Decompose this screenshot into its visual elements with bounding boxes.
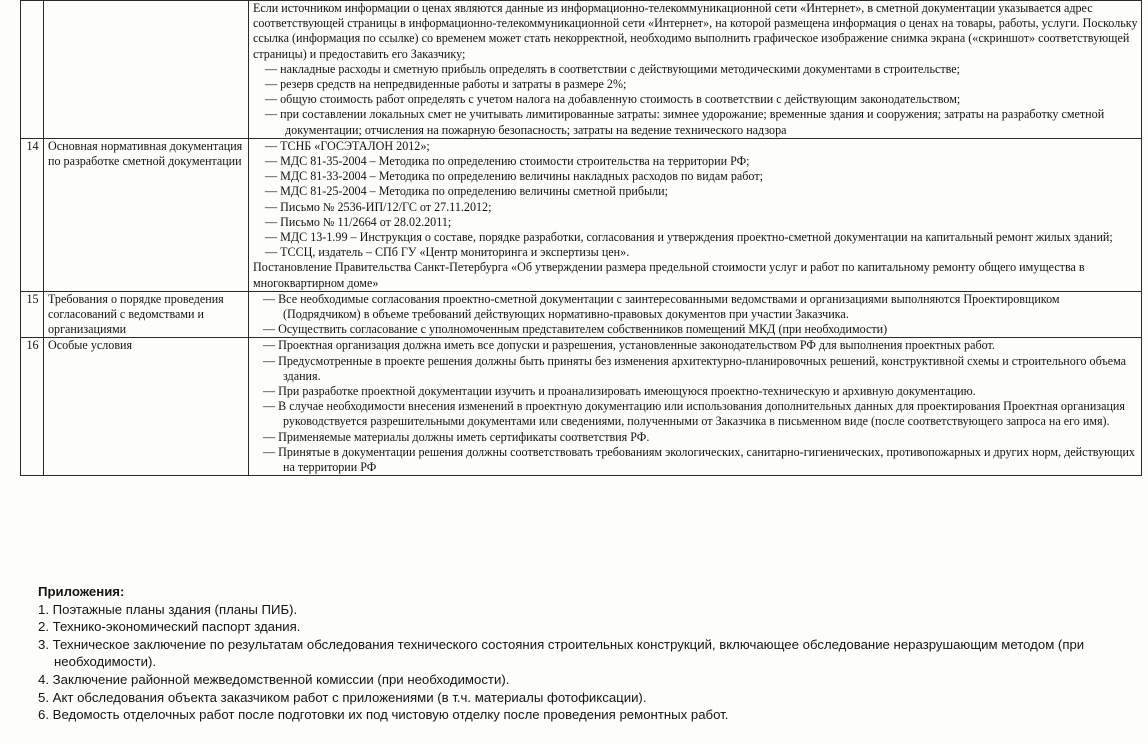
list-item: — В случае необходимости внесения изменений в проектную документацию или использования дополнительных данных для проектирования Проектная организация руководствуется разрешительными документами или сведениями, полученными от Заказчика в письменном виде (после соответствующего запроса на его имя).: [263, 399, 1125, 429]
row-number: 16: [21, 338, 44, 476]
list-item: — Применяемые материалы должны иметь сертификаты соответствия РФ.: [263, 429, 650, 444]
row-content-cell: [249, 338, 1142, 476]
row-number: 15: [21, 291, 44, 338]
list-item: — общую стоимость работ определять с учетом налога на добавленную стоимость в соответствии с действующим законодательством;: [265, 92, 961, 107]
appendix-item: 6. Ведомость отделочных работ после подготовки их под чистовую отделку после проведения ремонтных работ.: [38, 707, 729, 723]
row-title: Основная нормативная документация по разработке сметной документации: [44, 138, 249, 291]
list-item: — накладные расходы и сметную прибыль определять в соответствии с действующими методическими документами в строительстве;: [265, 61, 960, 76]
row-title: Требования о порядке проведения согласований с ведомствами и организациями: [44, 291, 249, 338]
row-name-cell: [44, 1, 249, 139]
list-item: — МДС 81-33-2004 – Методика по определению величины накладных расходов по видам работ;: [265, 169, 763, 184]
row-number-cell: [21, 1, 44, 139]
row-number: 14: [21, 138, 44, 291]
table-row-continuation: [21, 1, 1142, 139]
row-content-cell: [249, 1, 1142, 139]
list-item: — Предусмотренные в проекте решения должны быть приняты без изменения архитектурно-планировочных решений, конструктивной схемы и строительного объема здания.: [263, 353, 1127, 383]
appendices-section: [38, 583, 1138, 724]
specification-table: [20, 0, 1142, 476]
appendix-item: 3. Техническое заключение по результатам обследования технического состояния строительных конструкций, включающее обследование неразрушающим методом (при необходимости).: [38, 636, 1085, 670]
row-content-cell: [249, 138, 1142, 291]
table-row-15: [21, 291, 1142, 338]
list-item: — МДС 81-35-2004 – Методика по определению стоимости строительства на территории РФ;: [265, 154, 750, 169]
list-item: — При разработке проектной документации изучить и проанализировать имеющуюся проектно-техническую и архивную документацию.: [263, 384, 976, 399]
appendix-item: 2. Технико-экономический паспорт здания.: [38, 619, 301, 635]
list-item: — МДС 13-1.99 – Инструкция о составе, порядке разработки, согласования и утверждения проектно-сметной документации на капитальный ремонт жилых зданий;: [265, 230, 1113, 245]
row-content-cell: [249, 291, 1142, 338]
list-item: — Проектная организация должна иметь все допуски и разрешения, установленные законодательством РФ для выполнения проектных работ.: [263, 338, 995, 353]
list-item: — Письмо № 11/2664 от 28.02.2011;: [265, 214, 452, 229]
row-title: Особые условия: [44, 338, 249, 476]
internet-price-source-paragraph: Если источником информации о ценах являются данные из информационно-телекоммуникационной сети «Интернет», в сметной документации указывается адрес соответствующей страницы в информационно-телекоммуникационной сети «Интернет», на которой размещена информация о ценах на товары, работы, услуги. Поскольку ссылка (информация по ссылке) со временем может стать некорректной, необходимо выполнить графическое изображение снимка экрана («скриншот» соответствующей страницы) и предоставить его Заказчику;: [253, 1, 1138, 61]
list-item: — при составлении локальных смет не учитывать лимитированные затраты: зимнее удорожание; временные здания и сооружения; затраты на разработку сметной документации; отчисления на пожарную безопасность; затраты на ведение технического надзора: [265, 107, 1105, 137]
list-item: — ТССЦ, издатель – СПб ГУ «Центр мониторинга и экспертизы цен».: [265, 245, 630, 260]
list-item: — Принятые в документации решения должны соответствовать требованиям экологических, санитарно-гигиенических, противопожарных и других норм, действующих на территории РФ: [263, 444, 1135, 475]
appendix-item: 5. Акт обследования объекта заказчиком работ с приложениями (в т.ч. материалы фотофиксации).: [38, 689, 647, 705]
resolution-reference: Постановление Правительства Санкт-Петербурга «Об утверждении размера предельной стоимости услуг и работ по капитальному ремонту общего имущества в многоквартирном доме»: [253, 260, 1085, 290]
appendix-item: 4. Заключение районной межведомственной комиссии (при необходимости).: [38, 671, 510, 687]
list-item: — ТСНБ «ГОСЭТАЛОН 2012»;: [265, 138, 430, 153]
list-item: — резерв средств на непредвиденные работы и затраты в размере 2%;: [265, 77, 627, 92]
list-item: — Осуществить согласование с уполномоченным представителем собственников помещений МКД (при необходимости): [263, 322, 888, 337]
table-row-14: [21, 138, 1142, 291]
table-row-16: [21, 338, 1142, 476]
list-item: — МДС 81-25-2004 – Методика по определению величины сметной прибыли;: [265, 184, 668, 199]
appendices-title: Приложения:: [38, 584, 125, 599]
appendix-item: 1. Поэтажные планы здания (планы ПИБ).: [38, 601, 298, 617]
list-item: — Письмо № 2536-ИП/12/ГС от 27.11.2012;: [265, 199, 492, 214]
list-item: — Все необходимые согласования проектно-сметной документации с заинтересованными ведомствами и организациями выполняются Проектировщиком (Подрядчиком) в объеме требований действующих нормативно-правовых документов при участии Заказчика.: [263, 291, 1060, 322]
